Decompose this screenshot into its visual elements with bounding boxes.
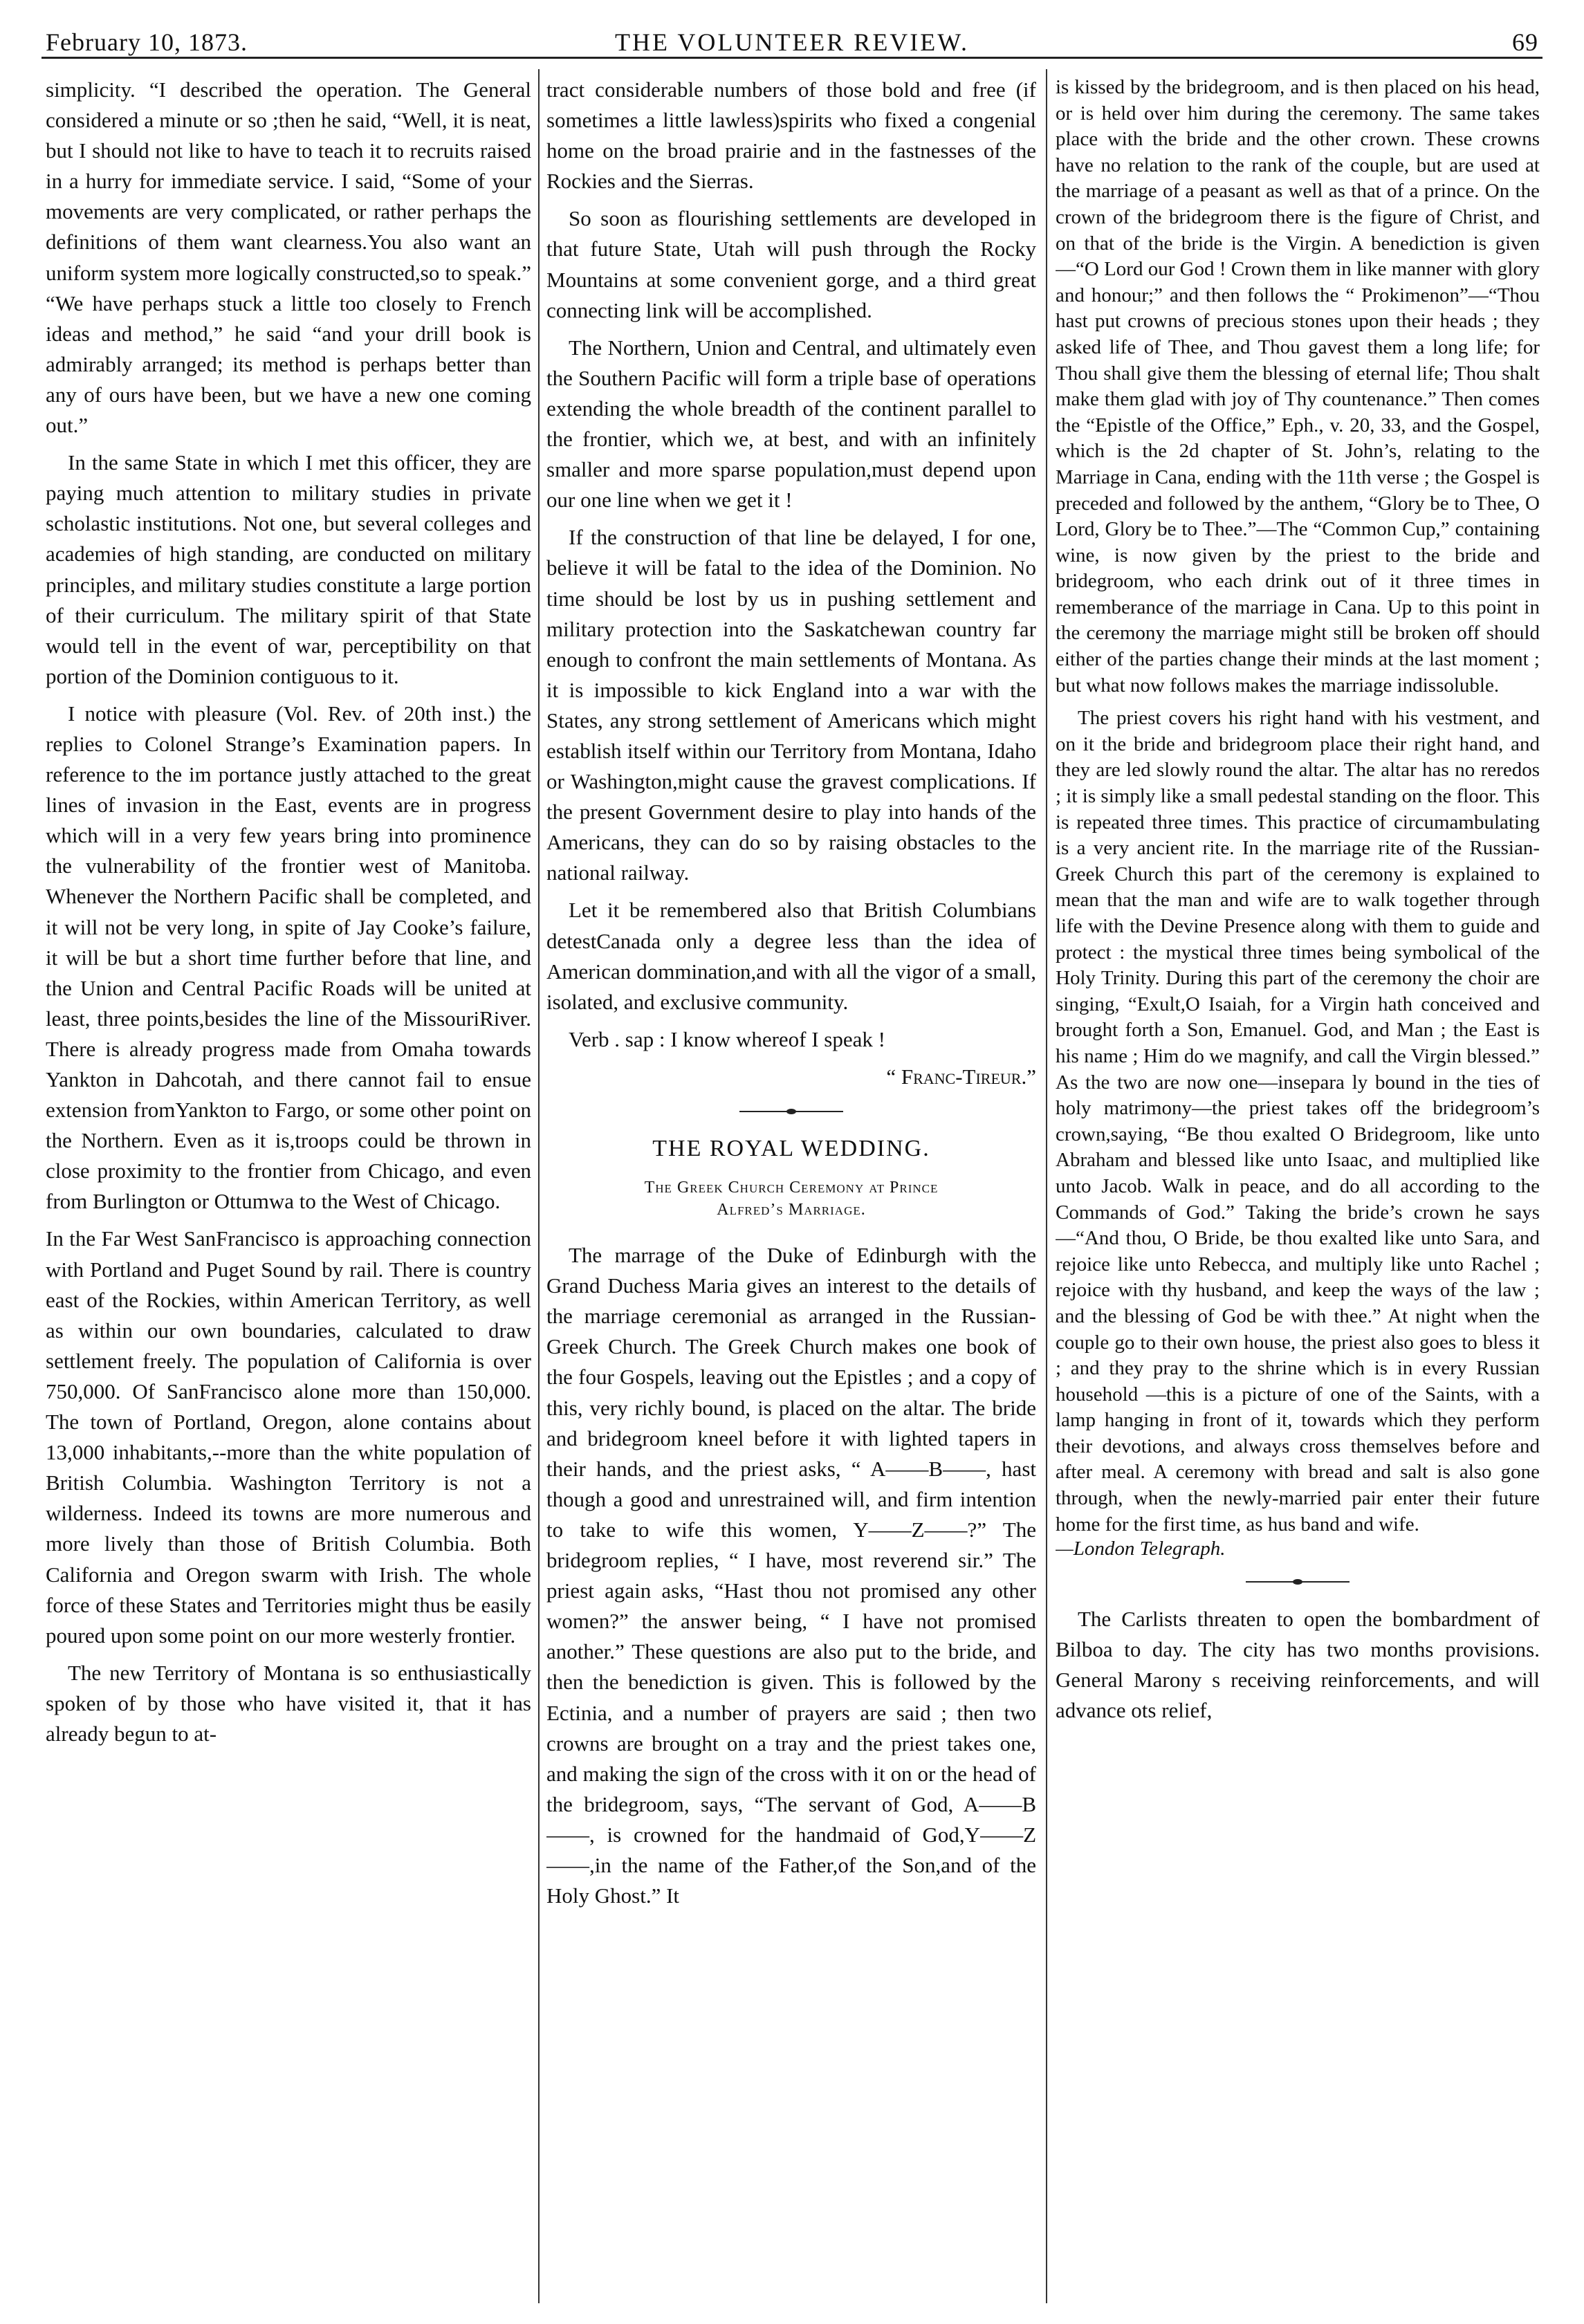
publication-title: THE VOLUNTEER REVIEW. xyxy=(615,28,969,56)
paragraph: So soon as flourishing settlements are developed in that future State, Utah will push through the Rocky Mountains at some convenient gorge, and a third great connecting link will be accomplished. xyxy=(546,206,1036,322)
column-2 xyxy=(546,75,1036,2302)
paragraph: Let it be remembered also that British Columbians detestCanada only a degree less than the idea of American dommination,and with all the vigor of a small, isolated, and exclusive community. xyxy=(546,898,1036,1014)
paragraph: In the Far West SanFrancisco is approaching connection with Portland and Puget Sound by rail. There is country east of the Rockies, within American Territory, as well as within our own boundaries, calculated to draw settlement freely. The population of California is over 750,000. Of SanFrancisco alone more than 150,000. The town of Portland, Oregon, alone contains about 13,000 inhabitants,--more than the white population of British Columbia. Washington Territory is not a wilderness. Indeed its towns are more numerous and more lively than those of British Columbia. Both California and Oregon swarm with Irish. The whole force of these States and Territories might thus be easily poured upon some point on our more westerly frontier. xyxy=(46,1226,531,1648)
column-rule-2 xyxy=(1046,69,1047,2303)
article-subtitle-line: Alfred’s Marriage. xyxy=(717,1201,866,1219)
paragraph: The new Territory of Montana is so enthusiastically spoken of by those who have visited it, that it has already begun to at- xyxy=(46,1660,531,1746)
paragraph: In the same State in which I met this officer, they are paying much attention to military studies in private scholastic institutions. Not one, but several colleges and academies of high standing, are conducted on military principles, and military studies constitute a large portion of their curriculum. The military spirit of that State would tell in the event of war, perceptibility on that portion of the Dominion contiguous to it. xyxy=(46,450,531,688)
section-divider xyxy=(739,1107,843,1116)
paragraph: If the construction of that line be delayed, I for one, believe it will be fatal to the idea of the Dominion. No time should be lost by us in pushing settlement and military protection into the Saskatchewan country far enough to confront the main settlements of Montana. As it is impossible to kick England into a war with the States, any strong settlement of Americans which might establish itself within our Territory from Montana, Idaho or Washington,might cause the gravest complications. If the present Government desire to play into hands of the Americans, they can do so by raising obstacles to the national railway. xyxy=(546,525,1036,885)
section-divider xyxy=(1246,1578,1350,1586)
paragraph: Verb . sap : I know whereof I speak ! xyxy=(569,1026,885,1051)
paragraph: The Northern, Union and Central, and ultimately even the Southern Pacific will form a triple base of operations extending the whole breadth of the continent parallel to the frontier, which we, at best, and with an infinitely smaller and more sparse population,must depend upon our one line when we get it ! xyxy=(546,335,1036,513)
paragraph: The priest covers his right hand with his vestment, and on it the bride and bridegroom place their right hand, and they are led slowly round the altar. The altar has no reredos ; it is simply like a small pedestal standing on the floor. This is repeated three times. This practice of circumambulating is a very ancient rite. In the marriage rite of the Russian-Greek Church this part of the ceremony is explained to mean that the man and wife are to walk together through life with the Devine Presence along with them to guide and protect : the mystical three times being symbolical of the Holy Trinity. During this part of the ceremony the choir are singing, “Exult,O Isaiah, for a Virgin hath conceived and brought forth a Son, Emanuel. God, and Man ; the East is his name ; Him do we magnify, and call the Virgin blessed.” As the two are now one—insepara ly bound in the ties of holy matrimony—the priest takes off the bridegroom’s crown,saying, “Be thou exalted O Bridegroom, like unto Abraham and blessed like unto Isaac, and multiplied like unto Jacob. Walk in peace, and do all according to the Commands of God.” Taking the bride’s crown he says—“And thou, O Bride, be thou exalted like unto Sara, and rejoice like unto Rebecca, and multiply like unto Rachel ; rejoice with thy husband, and keep the ways of the law ; and the blessing of God be with thee.” At night when the couple go to their own house, the priest also goes to bless it ; and they pray to the shrine which is in every Russian household —this is a picture of one of the Saints, with a lamp hanging in front of it, towards which they perform their devotions, and always cross themselves before and after meal. A ceremony with bread and salt is also gone through, when the newly-married pair enter their future home for the first time, as hus band and wife. xyxy=(1056,707,1540,1536)
article-subtitle xyxy=(546,1177,1036,1221)
paragraph: simplicity. “I described the operation. The General considered a minute or so ;then he said, “Well, it is neat, but I should not like to have to teach it to recruits raised in a hurry for immediate service. I said, “Some of your movements are very complicated, or rather perhaps the definitions of them want clearness.You also want an uniform system more logically constructed,so to speak.” “We have perhaps stuck a little too closely to French ideas and method,” he said “and your drill book is admirably arranged; its method is perhaps better than any of ours have been, but we have a new one coming out.” xyxy=(46,77,531,438)
paragraph: The marrage of the Duke of Edinburgh with the Grand Duchess Maria gives an interest to the details of the marriage ceremonial as arranged in the Russian-Greek Church. The Greek Church makes one book of the four Gospels, leaving out the Epistles ; and a copy of this, very richly bound, is placed on the altar. The bride and bridegroom kneel before it with lighted tapers in their hands, and the priest asks, “ A——B——, hast though a good and unrestrained will, and firm intention to take to wife this women, Y——Z——?” The bridegroom replies, “ I have, most reverend sir.” The priest again asks, “Hast thou not promised any other women?” the answer being, “ I have not promised another.” These questions are also put to the bride, and then the benediction is given. This is followed by the Ectinia, and a number of prayers are said ; then two crowns are brought on a tray and the priest takes one, and making the sign of the cross with it on or the head of the bridegroom, says, “The servant of God, A——B——, is crowned for the handmaid of God,Y——Z——,in the name of the Father,of the Son,and of the Holy Ghost.” It xyxy=(546,1243,1036,1908)
page-header xyxy=(42,21,1542,62)
author-signature: “ Franc-Tireur.” xyxy=(886,1064,1036,1089)
paragraph: I notice with pleasure (Vol. Rev. of 20th inst.) the replies to Colonel Strange’s Examination papers. In reference to the im portance justly attached to the great lines of invasion in the East, events are in progress which will in a very few years bring into prominence the vulnerability of the frontier west of Manitoba. Whenever the Northern Pacific shall be completed, and it will not be very long, in spite of Jay Cooke’s failure, it will be but a short time further before that line, and the Union and Central Pacific Roads will be united at least, three points,besides the line of the MissouriRiver. There is already progress made from Omaha towards Yankton in Dahcotah, and there cannot fail to ensue extension fromYankton to Fargo, or some other point on the Northern. Even as it is,troops could be thrown in close proximity to the frontier from Chicago, and even from Burlington or Ottumwa to the West of Chicago. xyxy=(46,701,531,1214)
page-number: 69 xyxy=(1512,28,1538,56)
column-3 xyxy=(1056,75,1540,2302)
paragraph: tract considerable numbers of those bold and free (if sometimes a little lawless)spirits who fixed a congenial home on the broad prairie and in the fastnesses of the Rockies and the Sierras. xyxy=(546,77,1036,194)
article-title: THE ROYAL WEDDING. xyxy=(652,1136,930,1161)
source-credit: —London Telegraph. xyxy=(1056,1538,1226,1560)
paragraph: is kissed by the bridegroom, and is then placed on his head, or is held over him during the ceremony. The same takes place with the bride and the other crown. These crowns have no relation to the rank of the couple, but are used at the marriage of a peasant as well as that of a prince. On the crown of the bridegroom there is the figure of Christ, and on that of the bride is the Virgin. A benediction is given—“O Lord our God ! Crown them in like manner with glory and honour;” and then follows the “ Prokimenon”—“Thou hast put crowns of precious stones upon their heads ; they asked life of Thee, and Thou gavest them a long life; for Thou shall give them the blessing of eternal life; Thou shalt make them glad with joy of Thy countenance.” Then comes the “Epistle of the Office,” Eph., v. 20, 33, and the Gospel, which is the 2d chapter of St. John’s, relating to the Marriage in Cana, ending with the 11th verse ; the Gospel is preceded and followed by the anthem, “Glory be to Thee, O Lord, Glory be to Thee.”—The “Common Cup,” containing wine, is now given by the priest to the bride and bridegroom, who each drink out of it three times in rememberance of the marriage in Cana. Up to this point in the ceremony the marriage might still be broken off should either of the parties change their minds at the last moment ; but what now follows makes the marriage indissoluble. xyxy=(1056,76,1540,697)
column-1 xyxy=(46,75,531,2302)
header-rule xyxy=(42,57,1542,59)
paragraph: The Carlists threaten to open the bombardment of Bilboa to day. The city has two months provisions. General Marony s receiving reinforcements, and will advance ots relief, xyxy=(1056,1606,1540,1722)
issue-date: February 10, 1873. xyxy=(46,28,248,56)
column-rule-1 xyxy=(538,69,540,2303)
article-subtitle-line: The Greek Church Ceremony at Prince xyxy=(644,1179,939,1197)
